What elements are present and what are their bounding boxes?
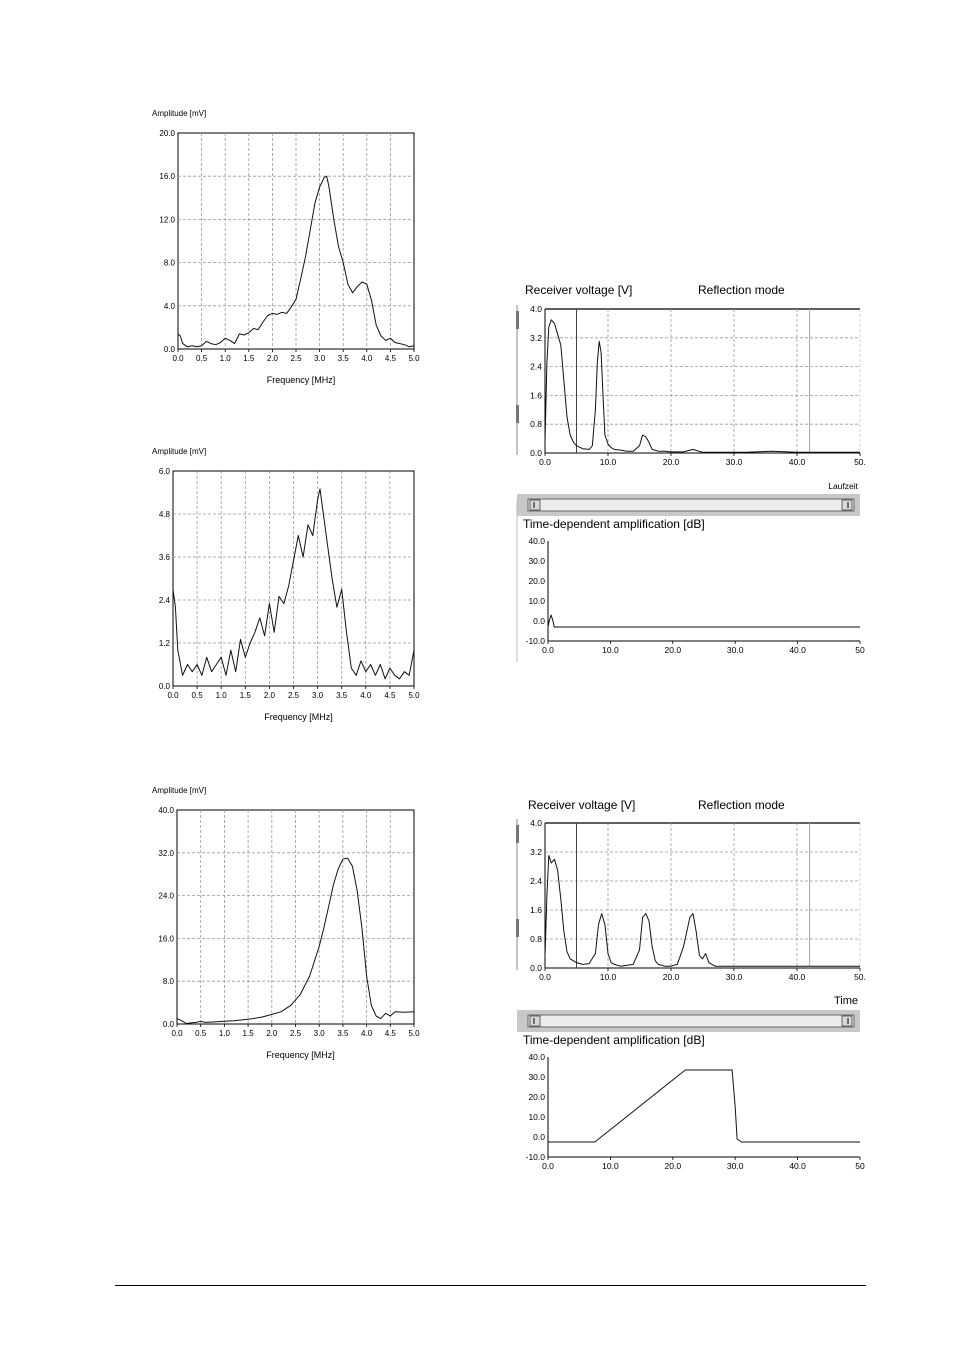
scrollbar-thumb[interactable] [528,499,854,511]
footer-rule [115,1285,866,1286]
x-tick-label: 10.0 [602,645,619,655]
x-tick-label: 0.0 [542,645,554,655]
x-tick-label: 0.0 [539,457,551,467]
x-axis-label: Time [833,995,858,1007]
x-axis-label: Frequency [MHz] [264,712,333,722]
chart-title: Receiver voltage [V] [528,798,636,812]
x-tick-label: 0.5 [195,1029,207,1038]
scroll-left-button[interactable] [530,500,540,510]
y-tick-label: 3.2 [530,332,542,343]
x-tick-label: 5.0 [408,1029,420,1038]
x-tick-label: 4.0 [361,354,373,363]
chart-tda2 [523,1033,865,1171]
y-tick-label: 2.4 [530,361,542,372]
x-tick-label: 2.0 [266,354,278,363]
chart-spec2 [152,447,420,722]
axis-handle [516,311,519,329]
x-tick-label: 1.0 [215,691,227,700]
x-tick-label: 3.0 [312,691,324,700]
y-tick-label: 0.0 [533,616,545,626]
x-tick-label: 0.0 [539,972,551,982]
x-tick-label: 4.0 [360,691,372,700]
chart-tda1 [517,500,865,662]
x-tick-label: 0.0 [172,354,184,363]
x-tick-label: 3.0 [313,1029,325,1038]
x-tick-label: 20.0 [664,1161,682,1171]
x-tick-label: 2.0 [266,1029,278,1038]
x-tick-label: 1.5 [239,691,251,700]
y-tick-label: 2.4 [158,596,170,605]
x-tick-label: 10.0 [599,457,617,467]
y-axis-label: Amplitude [mV] [152,447,207,456]
x-tick-label: 0.0 [167,691,179,700]
x-tick-label: 4.5 [384,691,396,700]
y-tick-label: 0.0 [533,1132,545,1142]
y-tick-label: 4.0 [163,301,175,311]
chart-title: Receiver voltage [V] [525,283,633,297]
y-tick-label: 0.0 [530,448,542,458]
chart-rv1 [516,283,866,516]
x-tick-label: 2.0 [263,691,275,700]
y-tick-label: 16.0 [158,934,174,944]
y-tick-label: 40.0 [158,806,174,815]
x-tick-label: 40.0 [789,645,806,655]
y-tick-label: 3.6 [158,553,170,562]
chart-spec1 [152,109,420,385]
x-tick-label: 1.5 [242,1029,254,1038]
y-tick-label: -10.0 [525,1152,545,1162]
y-tick-label: 10.0 [528,1112,545,1122]
x-axis-label: Laufzeit [828,481,858,491]
y-tick-label: 40.0 [528,536,545,546]
x-tick-label: 1.5 [243,354,255,363]
axis-handle [516,825,519,843]
y-tick-label: 3.2 [530,847,542,857]
scroll-right-button[interactable] [842,500,852,510]
scroll-right-button[interactable] [842,1016,852,1026]
x-tick-label: 0.5 [196,354,208,363]
scroll-left-button[interactable] [530,1016,540,1026]
x-tick-label: 0.0 [542,1161,554,1171]
y-tick-label: 32.0 [158,848,174,858]
chart-title: Time-dependent amplification [dB] [523,1033,705,1047]
mode-label: Reflection mode [698,798,785,812]
x-tick-label: 1.0 [218,1029,230,1038]
series-line [545,856,860,967]
x-tick-label: 30.0 [725,972,743,982]
series-line [548,1070,860,1142]
x-axis-label: Frequency [MHz] [266,1050,335,1060]
x-tick-label: 50 [855,645,865,655]
series-line [178,176,414,347]
x-tick-label: 50. [854,972,866,982]
y-tick-label: 0.8 [530,419,542,430]
x-tick-label: 20.0 [664,645,682,655]
y-tick-label: 2.4 [530,876,542,886]
x-tick-label: 2.5 [289,1029,302,1038]
x-tick-label: 10.0 [602,1161,619,1171]
y-tick-label: 6.0 [158,467,170,476]
x-tick-label: 40.0 [789,1161,806,1171]
mode-label: Reflection mode [698,283,785,297]
x-tick-label: 2.5 [290,354,302,363]
x-tick-label: 3.5 [336,691,348,700]
x-tick-label: 2.5 [287,691,300,700]
y-tick-label: 1.6 [530,905,542,915]
y-tick-label: 1.6 [530,390,542,401]
y-tick-label: 0.0 [530,963,542,973]
y-tick-label: 20.0 [528,576,545,586]
y-tick-label: 0.0 [158,682,170,691]
x-tick-label: 3.5 [337,354,349,363]
y-axis-label: Amplitude [mV] [152,109,207,118]
chart-spec3 [152,786,420,1060]
series-line [548,615,860,627]
y-tick-label: 8.0 [162,977,174,987]
y-tick-label: 0.8 [530,934,542,944]
y-tick-label: 4.0 [530,818,542,828]
x-tick-label: 0.0 [171,1029,183,1038]
axis-handle [516,405,519,423]
x-axis-label: Frequency [MHz] [266,375,336,385]
x-tick-label: 4.5 [384,1029,396,1038]
y-tick-label: 30.0 [528,556,545,566]
y-tick-label: -10.0 [525,636,545,646]
x-tick-label: 3.0 [314,354,326,363]
x-tick-label: 10.0 [599,972,617,982]
chart-title: Time-dependent amplification [dB] [523,517,705,531]
x-tick-label: 50 [855,1161,865,1171]
y-tick-label: 0.0 [162,1020,174,1029]
x-tick-label: 5.0 [408,354,420,363]
axis-handle [516,919,519,937]
x-tick-label: 30.0 [725,457,743,467]
x-tick-label: 50. [854,457,866,467]
y-tick-label: 1.2 [158,639,170,648]
y-tick-label: 24.0 [158,891,174,901]
x-tick-label: 30.0 [726,645,744,655]
y-tick-label: 20.0 [159,129,175,138]
x-tick-label: 0.5 [191,691,203,700]
x-tick-label: 1.0 [219,354,231,363]
x-tick-label: 3.5 [337,1029,349,1038]
y-tick-label: 16.0 [159,172,175,182]
y-tick-label: 0.0 [163,345,175,354]
y-tick-label: 4.0 [530,304,542,314]
scrollbar-thumb[interactable] [528,1015,854,1027]
y-axis-label: Amplitude [mV] [152,786,207,795]
y-tick-label: 40.0 [528,1052,545,1062]
x-tick-label: 40.0 [788,457,806,467]
x-tick-label: 4.0 [361,1029,373,1038]
x-tick-label: 20.0 [662,972,680,982]
x-tick-label: 20.0 [662,457,680,467]
x-tick-label: 30.0 [726,1161,744,1171]
chart-rv2 [516,798,866,1032]
series-line [545,320,860,453]
y-tick-label: 12.0 [159,215,175,225]
y-tick-label: 4.8 [158,510,170,519]
y-tick-label: 20.0 [528,1092,545,1102]
y-tick-label: 10.0 [528,596,545,606]
y-tick-label: 30.0 [528,1072,545,1082]
x-tick-label: 4.5 [384,354,396,363]
x-tick-label: 5.0 [408,691,420,700]
x-tick-label: 40.0 [788,972,806,982]
y-tick-label: 8.0 [163,258,175,268]
